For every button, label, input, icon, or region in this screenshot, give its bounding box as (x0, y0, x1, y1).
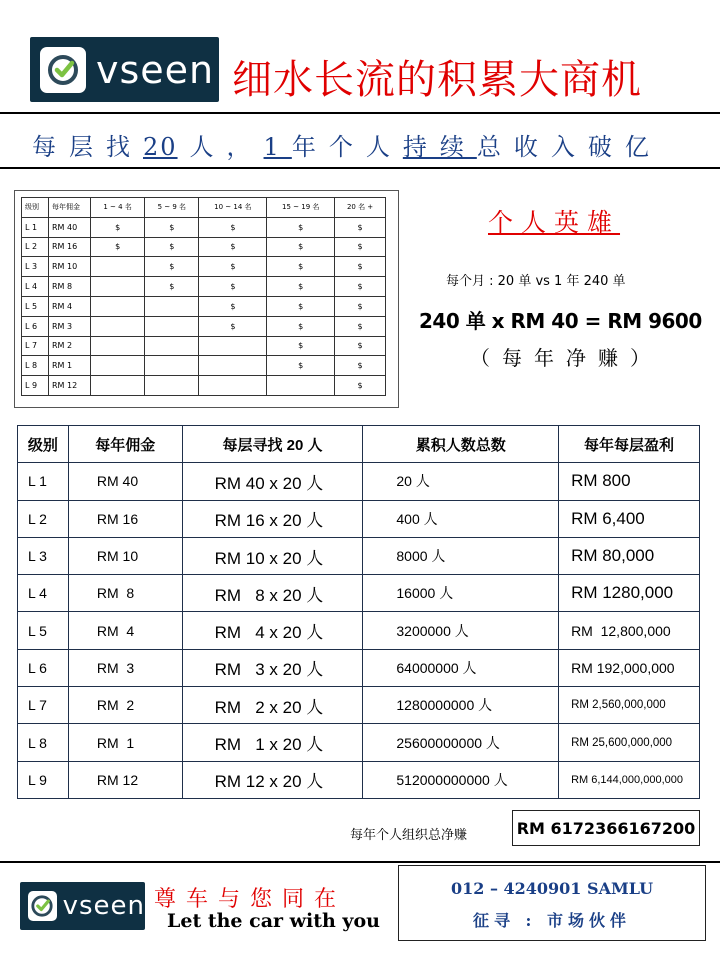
subtitle-part: 总收入破亿 (476, 133, 662, 161)
profit-cell: RM 25,600,000,000 (559, 724, 700, 761)
grid-mark-cell: $ (199, 217, 267, 237)
grid-mark-cell (145, 316, 199, 336)
grid-level-cell: L 4 (22, 277, 49, 297)
commission-grid-table (21, 197, 386, 396)
profit-cell: RM 6,144,000,000,000 (559, 761, 700, 798)
profit-cell: RM 6,400 (559, 500, 700, 537)
table-row (18, 426, 700, 463)
grid-mark-cell (145, 376, 199, 396)
grid-mark-cell: $ (145, 237, 199, 257)
grid-header-cell: 级别 (22, 198, 49, 218)
grid-mark-cell (199, 376, 267, 396)
table-header-cell: 每层寻找 20 人 (182, 426, 363, 463)
page-title: 细水长流的积累大商机 (232, 57, 642, 103)
grid-mark-cell: $ (199, 257, 267, 277)
grid-mark-cell (267, 376, 335, 396)
grid-mark-cell: $ (335, 237, 386, 257)
grid-mark-cell (91, 296, 145, 316)
grid-mark-cell: $ (335, 336, 386, 356)
table-row (22, 316, 386, 336)
grid-header-cell: 15 ~ 19 名 (267, 198, 335, 218)
grid-header-cell: 5 ~ 9 名 (145, 198, 199, 218)
level-cell: L 7 (18, 687, 69, 724)
formula-cell: RM 12 x 20 人 (182, 761, 363, 798)
cumulative-cell: 3200000 人 (363, 612, 559, 649)
cumulative-cell: 16000 人 (363, 575, 559, 612)
brand-name: vseen (62, 891, 145, 921)
level-cell: L 6 (18, 649, 69, 686)
profit-cell: RM 2,560,000,000 (559, 687, 700, 724)
grid-mark-cell (91, 336, 145, 356)
grid-mark-cell: $ (199, 296, 267, 316)
grid-mark-cell: $ (145, 217, 199, 237)
commission-cell: RM 1 (68, 724, 182, 761)
table-row (18, 612, 700, 649)
grid-header-cell: 20 名 + (335, 198, 386, 218)
grid-commission-cell: RM 16 (49, 237, 91, 257)
hero-title-text: 个人英雄 (488, 208, 621, 237)
grid-mark-cell: $ (199, 316, 267, 336)
grid-mark-cell: $ (267, 336, 335, 356)
table-row (18, 687, 700, 724)
grid-mark-cell (91, 356, 145, 376)
level-cell: L 8 (18, 724, 69, 761)
table-row (22, 376, 386, 396)
grid-mark-cell: $ (267, 237, 335, 257)
grid-mark-cell (145, 296, 199, 316)
subtitle-divider (0, 167, 720, 169)
cumulative-cell: 400 人 (363, 500, 559, 537)
checkmark-logo-icon (40, 47, 86, 93)
grid-mark-cell: $ (145, 257, 199, 277)
table-header-cell: 累积人数总数 (363, 426, 559, 463)
commission-cell: RM 4 (68, 612, 182, 649)
grid-level-cell: L 9 (22, 376, 49, 396)
table-row (22, 277, 386, 297)
hero-formula: 240 单 x RM 40 = RM 9600 (419, 309, 702, 333)
slogan: 尊车与您同在 (154, 887, 347, 912)
header-logo (30, 37, 219, 102)
grid-mark-cell: $ (335, 217, 386, 237)
profit-cell: RM 192,000,000 (559, 649, 700, 686)
grid-mark-cell: $ (267, 316, 335, 336)
cumulative-cell: 8000 人 (363, 537, 559, 574)
subtitle-part: 年个人 (291, 133, 403, 161)
grid-mark-cell: $ (199, 237, 267, 257)
subtitle-part: 每层找 (32, 133, 143, 161)
grid-mark-cell: $ (335, 356, 386, 376)
commission-cell: RM 8 (68, 575, 182, 612)
contact-phone[interactable]: 012 – 4240901 SAMLU (450, 879, 654, 898)
table-row (22, 257, 386, 277)
profit-cell: RM 80,000 (559, 537, 700, 574)
table-row (22, 336, 386, 356)
grid-mark-cell: $ (267, 277, 335, 297)
grid-mark-cell: $ (91, 217, 145, 237)
grid-mark-cell (91, 376, 145, 396)
profit-cell: RM 800 (559, 463, 700, 500)
commission-cell: RM 40 (68, 463, 182, 500)
table-row (18, 463, 700, 500)
total-value-box (512, 810, 700, 846)
grid-header-cell: 10 ~ 14 名 (199, 198, 267, 218)
table-row (18, 724, 700, 761)
table-row (22, 296, 386, 316)
grid-commission-cell: RM 3 (49, 316, 91, 336)
grid-mark-cell: $ (335, 296, 386, 316)
formula-cell: RM 1 x 20 人 (182, 724, 363, 761)
grid-mark-cell (145, 356, 199, 376)
grid-commission-cell: RM 4 (49, 296, 91, 316)
grid-mark-cell: $ (145, 277, 199, 297)
table-row (18, 649, 700, 686)
level-cell: L 1 (18, 463, 69, 500)
commission-cell: RM 16 (68, 500, 182, 537)
grid-mark-cell (91, 277, 145, 297)
formula-cell: RM 2 x 20 人 (182, 687, 363, 724)
grid-mark-cell: $ (267, 257, 335, 277)
grid-level-cell: L 8 (22, 356, 49, 376)
footer-logo (20, 882, 145, 930)
formula-cell: RM 16 x 20 人 (182, 500, 363, 537)
cumulative-cell: 25600000000 人 (363, 724, 559, 761)
grid-header-cell: 1 ~ 4 名 (91, 198, 145, 218)
hero-net-earning: （每年净赚） (470, 346, 662, 370)
table-row (22, 198, 386, 218)
commission-cell: RM 10 (68, 537, 182, 574)
commission-cell: RM 12 (68, 761, 182, 798)
grid-level-cell: L 3 (22, 257, 49, 277)
grid-mark-cell: $ (335, 316, 386, 336)
grid-mark-cell: $ (335, 376, 386, 396)
brand-name: vseen (96, 47, 215, 92)
slogan-english: Let the car with you (167, 910, 380, 932)
table-row (18, 575, 700, 612)
formula-cell: RM 4 x 20 人 (182, 612, 363, 649)
contact-box (398, 865, 706, 941)
grid-level-cell: L 2 (22, 237, 49, 257)
footer-divider (0, 861, 720, 863)
checkmark-logo-icon (28, 891, 57, 921)
level-cell: L 4 (18, 575, 69, 612)
subtitle (32, 127, 662, 162)
table-row (22, 217, 386, 237)
formula-cell: RM 40 x 20 人 (182, 463, 363, 500)
grid-mark-cell: $ (267, 217, 335, 237)
table-header-cell: 每年佣金 (68, 426, 182, 463)
grid-mark-cell: $ (267, 356, 335, 376)
subtitle-part: 人， (189, 133, 264, 161)
level-cell: L 9 (18, 761, 69, 798)
table-header-cell: 每年每层盈利 (559, 426, 700, 463)
grid-mark-cell (145, 336, 199, 356)
profit-table (17, 425, 700, 799)
table-header-cell: 级别 (18, 426, 69, 463)
hero-title (488, 203, 620, 239)
grid-mark-cell: $ (91, 237, 145, 257)
profit-cell: RM 1280,000 (559, 575, 700, 612)
grid-mark-cell (91, 257, 145, 277)
formula-cell: RM 3 x 20 人 (182, 649, 363, 686)
grid-level-cell: L 7 (22, 336, 49, 356)
grid-mark-cell: $ (199, 277, 267, 297)
cumulative-cell: 20 人 (363, 463, 559, 500)
grid-level-cell: L 5 (22, 296, 49, 316)
grid-level-cell: L 1 (22, 217, 49, 237)
total-value: RM 6172366167200 (516, 818, 696, 838)
grid-commission-cell: RM 40 (49, 217, 91, 237)
table-row (22, 356, 386, 376)
grid-mark-cell (91, 316, 145, 336)
subtitle-number-1: 1 (263, 133, 292, 161)
hero-monthly-text: 每个月 : 20 单 vs 1 年 240 单 (446, 274, 626, 289)
profit-cell: RM 12,800,000 (559, 612, 700, 649)
contact-note: 征寻 : 市场伙伴 (472, 911, 632, 930)
cumulative-cell: 64000000 人 (363, 649, 559, 686)
subtitle-number-20: 20 (143, 133, 178, 161)
formula-cell: RM 10 x 20 人 (182, 537, 363, 574)
cumulative-cell: 1280000000 人 (363, 687, 559, 724)
grid-commission-cell: RM 1 (49, 356, 91, 376)
grid-mark-cell: $ (267, 296, 335, 316)
table-row (18, 500, 700, 537)
grid-commission-cell: RM 10 (49, 257, 91, 277)
table-row (22, 237, 386, 257)
level-cell: L 3 (18, 537, 69, 574)
header-divider (0, 112, 720, 114)
grid-mark-cell (199, 336, 267, 356)
grid-mark-cell (199, 356, 267, 376)
grid-level-cell: L 6 (22, 316, 49, 336)
table-row (18, 761, 700, 798)
subtitle-underlined: 持续 (402, 133, 477, 161)
cumulative-cell: 512000000000 人 (363, 761, 559, 798)
level-cell: L 5 (18, 612, 69, 649)
table-row (18, 537, 700, 574)
total-label: 每年个人组织总净赚 (350, 828, 468, 843)
grid-commission-cell: RM 12 (49, 376, 91, 396)
commission-cell: RM 3 (68, 649, 182, 686)
commission-grid-panel (14, 190, 399, 408)
level-cell: L 2 (18, 500, 69, 537)
grid-commission-cell: RM 2 (49, 336, 91, 356)
grid-commission-cell: RM 8 (49, 277, 91, 297)
grid-mark-cell: $ (335, 277, 386, 297)
commission-cell: RM 2 (68, 687, 182, 724)
grid-header-cell: 每年佣金 (49, 198, 91, 218)
formula-cell: RM 8 x 20 人 (182, 575, 363, 612)
grid-mark-cell: $ (335, 257, 386, 277)
